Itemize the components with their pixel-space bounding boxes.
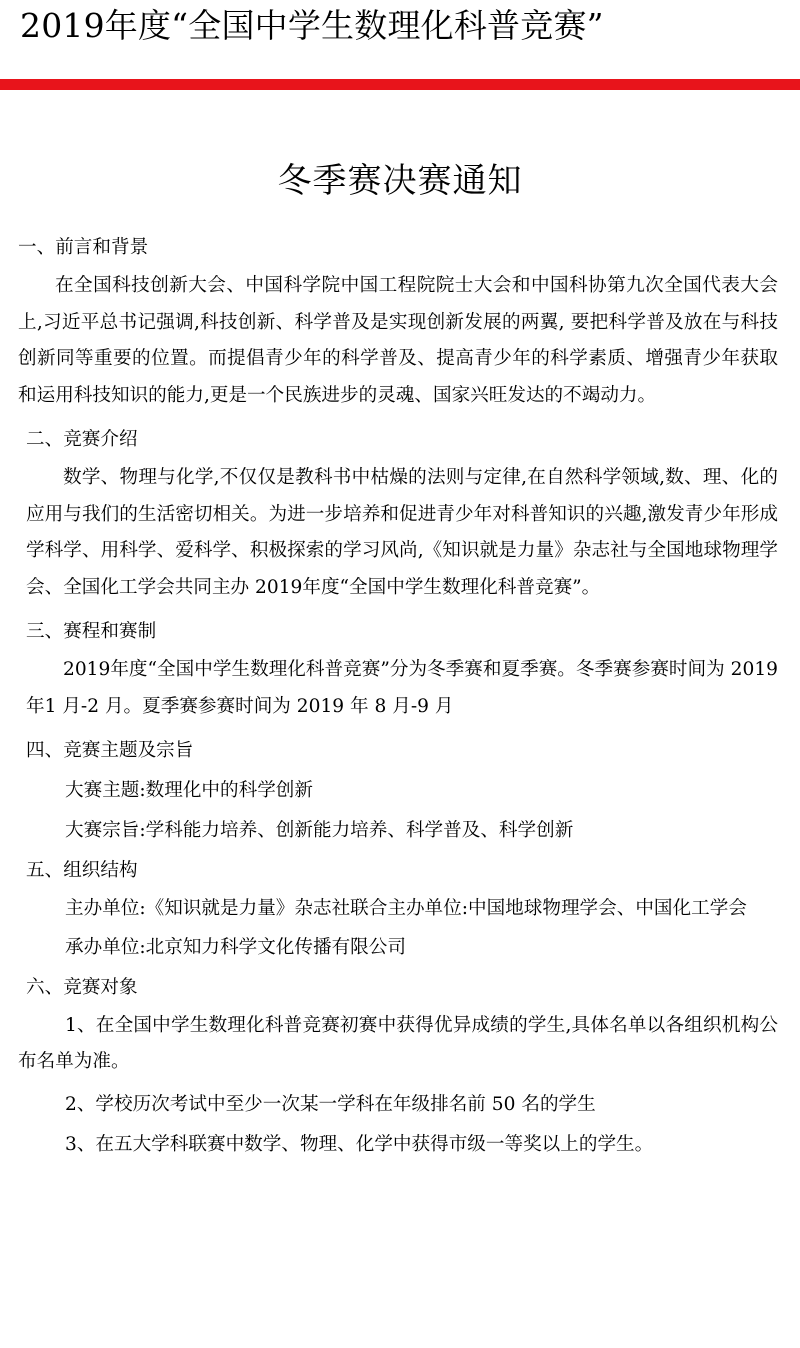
header-divider-bar xyxy=(0,79,800,90)
section-heading-participants: 六、竞赛对象 xyxy=(26,976,138,998)
undertaker-line: 承办单位:北京知力科学文化传播有限公司 xyxy=(65,936,406,958)
header-title: 2019年度“全国中学生数理化科普竞赛” xyxy=(20,6,604,45)
participant-item-3: 3、在五大学科联赛中数学、物理、化学中获得市级一等奖以上的学生。 xyxy=(65,1133,654,1155)
participant-item-1: 1、在全国中学生数理化科普竞赛初赛中获得优异成绩的学生,具体名单以各组织机构公布名单为准。 xyxy=(18,1014,778,1072)
section-paragraph-schedule: 2019年度“全国中学生数理化科普竞赛”分为冬季赛和夏季赛。冬季赛参赛时间为 2019 年1 月-2 月。夏季赛参赛时间为 2019 年 8 月-9 月 xyxy=(26,659,778,717)
section-paragraph-preface: 在全国科技创新大会、中国科学院中国工程院院士大会和中国科协第九次全国代表大会上,习近平总书记强调,科技创新、科学普及是实现创新发展的两翼, 要把科学普及放在与科技创新同等重要的位置。而提倡青少年的科学普及、提高青少年的科学素质、增强青少年获取和运用科技知识的能力,更是一个民族进步的灵魂、国家兴旺发达的不竭动力。 xyxy=(18,275,778,406)
section-heading-introduction: 二、竞赛介绍 xyxy=(26,429,138,450)
participant-item-2: 2、学校历次考试中至少一次某一学科在年级排名前 50 名的学生 xyxy=(65,1093,596,1115)
document-title: 冬季赛决赛通知 xyxy=(277,161,523,201)
purpose-line: 大赛宗旨:学科能力培养、创新能力培养、科学普及、科学创新 xyxy=(65,820,574,841)
section-paragraph-introduction: 数学、物理与化学,不仅仅是教科书中枯燥的法则与定律,在自然科学领域,数、理、化的应用与我们的生活密切相关。为进一步培养和促进青少年对科普知识的兴趣,激发青少年形成学科学、用科学、爱科学、积极探索的学习风尚,《知识就是力量》杂志社与全国地球物理学会、全国化工学会共同主办 2019年度“全国中学生数理化科普竞赛”。 xyxy=(26,467,778,598)
section-heading-schedule: 三、赛程和赛制 xyxy=(26,621,157,642)
section-heading-preface: 一、前言和背景 xyxy=(18,237,149,258)
theme-line: 大赛主题:数理化中的科学创新 xyxy=(65,780,313,801)
section-heading-theme: 四、竞赛主题及宗旨 xyxy=(26,740,194,761)
organizers-paragraph: 主办单位:《知识就是力量》杂志社联合主办单位:中国地球物理学会、中国化工学会 xyxy=(65,898,747,919)
section-heading-organization: 五、组织结构 xyxy=(26,860,138,881)
document-body xyxy=(18,228,778,1165)
